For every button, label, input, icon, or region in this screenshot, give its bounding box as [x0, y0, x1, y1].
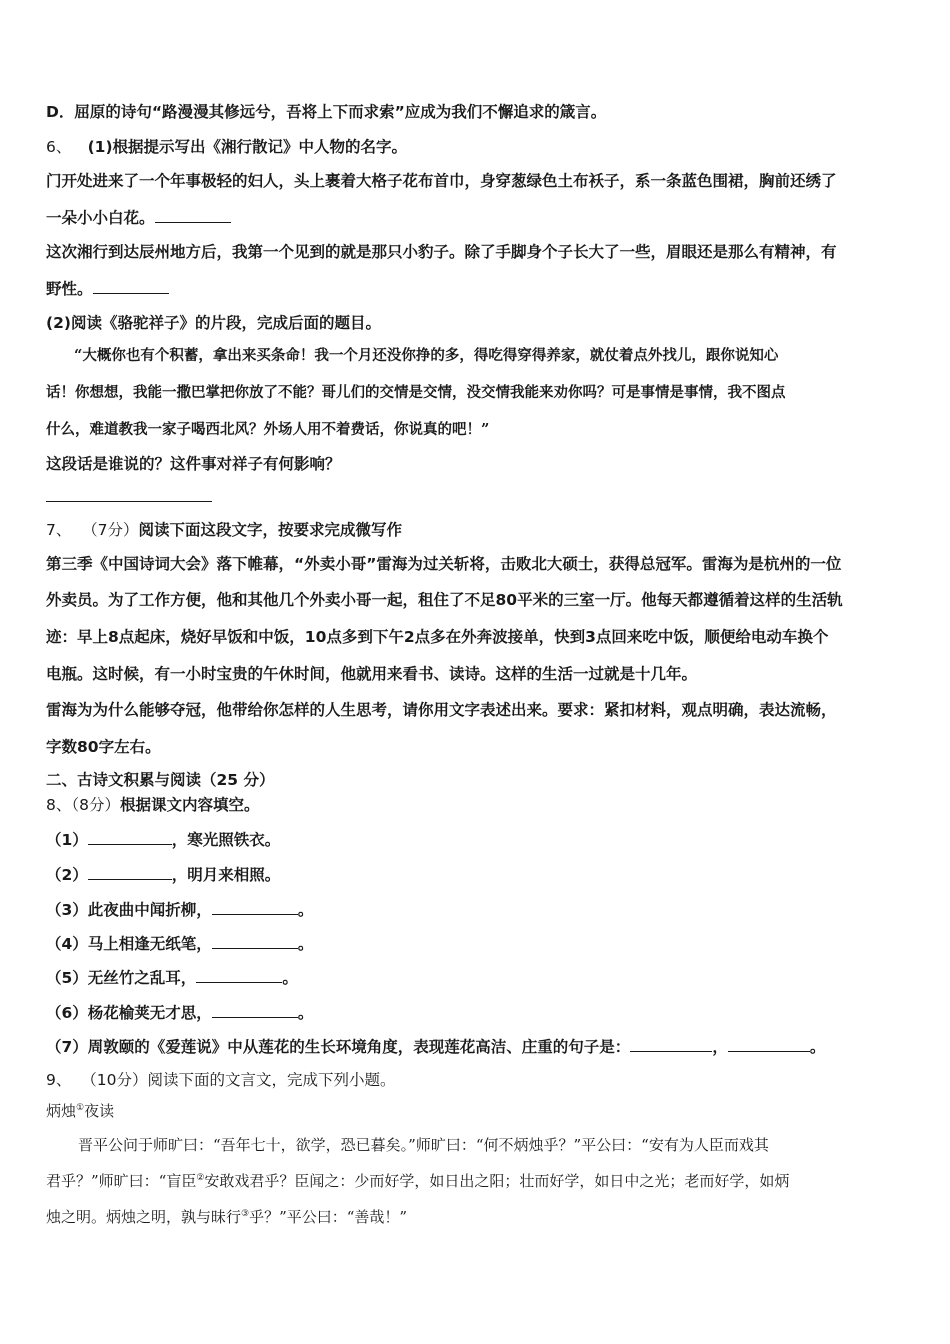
option-d-label: D． — [46, 103, 75, 121]
q8-item-5 — [46, 967, 298, 988]
q9-passage-title — [46, 1101, 114, 1121]
q8-item7-sep: ， — [712, 1038, 728, 1056]
q9-passage-line2 — [46, 1171, 789, 1191]
answer-blank[interactable] — [728, 1036, 810, 1052]
q9-line3-b: 乎？”平公曰：“善哉！” — [249, 1208, 408, 1226]
q9-heading — [46, 1070, 395, 1090]
q6-p1-line2-text: 一朵小小白花。 — [46, 209, 155, 227]
q8-item7-end: 。 — [809, 1038, 826, 1056]
q7-number: 7、 — [46, 521, 72, 539]
option-d-text: 屈原的诗句“路漫漫其修远兮，吾将上下而求索”应成为我们不懈追求的箴言。 — [74, 103, 607, 121]
q8-item-number: （5） — [46, 969, 88, 987]
answer-line[interactable] — [46, 501, 212, 502]
q6-p1-line1: 门开处进来了一个年事极轻的妇人，头上裹着大格子花布首巾，身穿葱绿色土布袄子，系一条蓝色围裙，胸前还绣了 — [46, 172, 837, 190]
q6-quote-line3: 什么，难道教我一家子喝西北风？外场人用不着费话，你说真的吧！” — [46, 421, 490, 438]
q8-item-1 — [46, 829, 280, 850]
q8-item-number: （3） — [46, 901, 88, 919]
footnote-marker: ① — [76, 1103, 85, 1113]
answer-blank[interactable] — [155, 207, 231, 223]
option-d — [46, 102, 606, 122]
q8-item-2 — [46, 864, 280, 885]
q7-title: 阅读下面这段文字，按要求完成微写作 — [138, 521, 403, 539]
q6-part2: (2)阅读《骆驼祥子》的片段，完成后面的题目。 — [46, 314, 381, 332]
q8-heading — [46, 795, 260, 815]
section2-heading: 二、古诗文积累与阅读（25 分） — [46, 771, 275, 789]
footnote-marker: ③ — [241, 1209, 250, 1219]
q6-p2-line2-text: 野性。 — [46, 280, 93, 298]
q6-p2-line2 — [46, 278, 169, 299]
q8-item-after: 。 — [282, 969, 298, 987]
q7-req-line2: 字数80字左右。 — [46, 738, 161, 756]
q6-question: 这段话是谁说的？这件事对祥子有何影响？ — [46, 455, 341, 473]
answer-blank[interactable] — [212, 1002, 298, 1018]
q6-part1: (1)根据提示写出《湘行散记》中人物的名字。 — [87, 138, 408, 156]
q8-item-number: （2） — [46, 866, 88, 884]
q7-heading — [46, 520, 402, 540]
q6-quote-line2: 话！你想想，我能一撒巴掌把你放了不能？哥儿们的交情是交情，没交情我能来劝你吗？可是事情是事情，我不图点 — [46, 384, 786, 401]
footnote-marker: ② — [196, 1173, 205, 1183]
q6-heading — [46, 137, 407, 157]
q7-req-line1: 雷海为为什么能够夺冠，他带给你怎样的人生思考，请你用文字表述出来。要求：紧扣材料，观点明确，表达流畅， — [46, 701, 837, 719]
q8-number: 8、 — [46, 796, 72, 814]
answer-blank[interactable] — [196, 967, 282, 983]
q8-item7-text: 周敦颐的《爱莲说》中从莲花的生长环境角度，表现莲花高洁、庄重的句子是： — [87, 1038, 631, 1056]
q9-title: 阅读下面的文言文，完成下列小题。 — [147, 1071, 396, 1089]
q8-item-number: （4） — [46, 935, 88, 953]
q9-passage-line3 — [46, 1207, 407, 1227]
q7-score: （7分） — [82, 521, 139, 539]
q9-line3-a: 烛之明。炳烛之明，孰与昧行 — [46, 1208, 242, 1226]
q9-passage-title-tail: 夜读 — [84, 1102, 115, 1120]
answer-blank[interactable] — [630, 1036, 712, 1052]
q8-item-7 — [46, 1036, 825, 1057]
q9-passage-line1: 晋平公问于师旷曰：“吾年七十，欲学，恐已暮矣。”师旷曰：“何不炳烛乎？”平公曰：“安有为人臣而戏其 — [78, 1136, 769, 1154]
q6-p1-line2 — [46, 207, 231, 228]
q9-number: 9、 — [46, 1071, 72, 1089]
q8-item-after: ，寒光照铁衣。 — [171, 831, 281, 849]
q7-line3: 迹：早上8点起床，烧好早饭和中饭，10点多到下午2点多在外奔波接单，快到3点回来吃中饭，顺便给电动车换个 — [46, 628, 829, 646]
q8-item-after: ，明月来相照。 — [171, 866, 281, 884]
q8-item-4 — [46, 933, 313, 954]
q8-item-before: 杨花榆荚无才思， — [87, 1004, 212, 1022]
q8-item-number: （6） — [46, 1004, 88, 1022]
q8-item-after: 。 — [297, 1004, 314, 1022]
q7-line1: 第三季《中国诗词大会》落下帷幕，“外卖小哥”雷海为过关斩将，击败北大硕士，获得总冠军。雷海为是杭州的一位 — [46, 555, 842, 573]
answer-blank[interactable] — [93, 278, 169, 294]
q8-item-6 — [46, 1002, 313, 1023]
answer-blank[interactable] — [88, 864, 172, 880]
answer-blank[interactable] — [88, 829, 172, 845]
q8-item-after: 。 — [297, 901, 314, 919]
q8-item-3 — [46, 899, 313, 920]
q8-item-number: （1） — [46, 831, 88, 849]
q8-item-before: 此夜曲中闻折柳， — [87, 901, 212, 919]
q8-item-after: 。 — [297, 935, 314, 953]
q8-item-before: 马上相逢无纸笔， — [87, 935, 212, 953]
q8-title: 根据课文内容填空。 — [120, 796, 260, 814]
answer-blank[interactable] — [212, 899, 298, 915]
q6-quote-line1: “大概你也有个积蓄，拿出来买条命！我一个月还没你挣的多，得吃得穿得养家，就仗着点外找儿，跟你说知心 — [74, 347, 779, 364]
q9-line2-b: 安敢戏君乎？臣闻之：少而好学，如日出之阳；壮而好学，如日中之光；老而好学，如炳 — [204, 1172, 790, 1190]
q9-passage-title-text: 炳烛 — [46, 1102, 77, 1120]
q8-item-before: 无丝竹之乱耳， — [87, 969, 197, 987]
answer-blank[interactable] — [212, 933, 298, 949]
q7-line4: 电瓶。这时候，有一小时宝贵的午休时间，他就用来看书、读诗。这样的生活一过就是十几年。 — [46, 665, 698, 683]
q7-line2: 外卖员。为了工作方便，他和其他几个外卖小哥一起，租住了不足80平米的三室一厅。他每天都遵循着这样的生活轨 — [46, 591, 843, 609]
q9-line2-a: 君乎？”师旷曰：“盲臣 — [46, 1172, 197, 1190]
q9-score: （10分） — [81, 1071, 148, 1089]
q6-number: 6、 — [46, 138, 72, 156]
q8-score: （8分） — [71, 796, 120, 814]
q6-p2-line1: 这次湘行到达辰州地方后，我第一个见到的就是那只小豹子。除了手脚身个子长大了一些，眉眼还是那么有精神，有 — [46, 243, 837, 261]
q8-item-number: （7） — [46, 1038, 88, 1056]
